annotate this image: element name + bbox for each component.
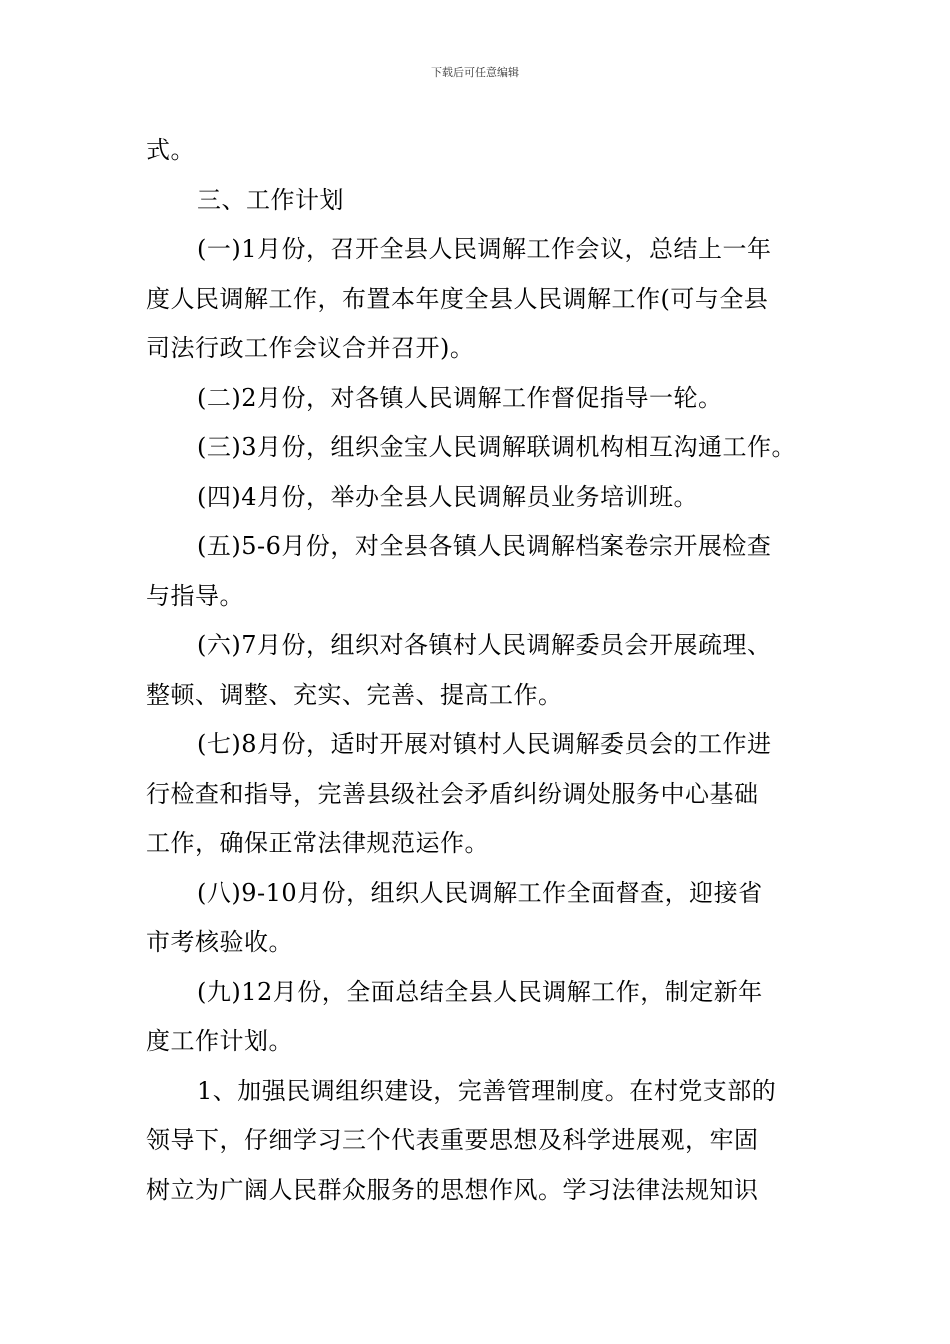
section-heading: 三、工作计划	[197, 185, 344, 214]
text-line: 工作，确保正常法律规范运作。	[146, 829, 489, 857]
text-line: (九)12月份，全面总结全县人民调解工作，制定新年	[197, 977, 763, 1006]
text-line: (六)7月份，组织对各镇村人民调解委员会开展疏理、	[197, 631, 772, 659]
text-line: 度人民调解工作，布置本年度全县人民调解工作(可与全县	[146, 284, 769, 313]
text-line: 行检查和指导，完善县级社会矛盾纠纷调处服务中心基础	[146, 779, 759, 808]
text-line: (七)8月份，适时开展对镇村人民调解委员会的工作进	[197, 730, 772, 758]
text-line: (二)2月份，对各镇人民调解工作督促指导一轮。	[197, 383, 723, 412]
text-line: (三)3月份，组织金宝人民调解联调机构相互沟通工作。	[197, 433, 796, 461]
text-line: 整顿、调整、充实、完善、提高工作。	[146, 680, 563, 709]
text-line: (五)5-6月份，对全县各镇人民调解档案卷宗开展检查	[197, 532, 772, 560]
text-line: 司法行政工作会议合并召开)。	[146, 334, 475, 362]
text-line: 与指导。	[146, 581, 244, 610]
text-line: (四)4月份，举办全县人民调解员业务培训班。	[197, 482, 698, 511]
text-line: (八)9-10月份，组织人民调解工作全面督查，迎接省	[197, 878, 763, 907]
text-line: 式。	[146, 136, 195, 164]
page-header-note: 下载后可任意编辑	[431, 66, 519, 79]
text-line: 1、加强民调组织建设，完善管理制度。在村党支部的	[197, 1076, 777, 1105]
text-line: 市考核验收。	[146, 928, 293, 956]
document-body	[146, 126, 812, 1215]
text-line: (一)1月份，召开全县人民调解工作会议，总结上一年	[197, 235, 772, 263]
text-line: 领导下，仔细学习三个代表重要思想及科学进展观，牢固	[146, 1126, 759, 1154]
text-line: 树立为广阔人民群众服务的思想作风。学习法律法规知识	[146, 1175, 759, 1204]
text-line: 度工作计划。	[146, 1027, 293, 1055]
